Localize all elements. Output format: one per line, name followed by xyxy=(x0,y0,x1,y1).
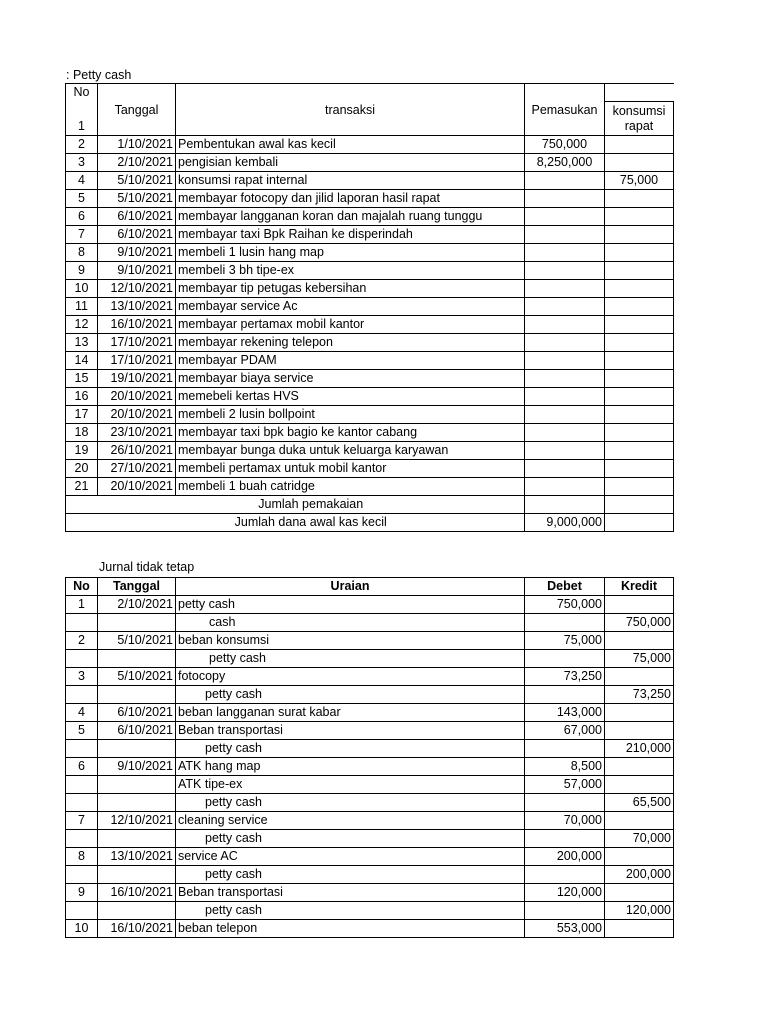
row-date xyxy=(98,830,176,848)
row-description: membeli 2 lusin bollpoint xyxy=(176,406,525,424)
row-description: Pembentukan awal kas kecil xyxy=(176,136,525,154)
row-debet: 143,000 xyxy=(525,704,605,722)
table-row xyxy=(66,650,674,668)
jumlah-dana-value: 9,000,000 xyxy=(525,514,605,532)
row-uraian: petty cash xyxy=(176,740,525,758)
row-konsumsi xyxy=(605,370,674,388)
row-konsumsi xyxy=(605,388,674,406)
row-debet: 70,000 xyxy=(525,812,605,830)
summary-no-blank xyxy=(66,514,98,532)
row-no: 7 xyxy=(66,226,98,244)
row-debet: 67,000 xyxy=(525,722,605,740)
row-pemasukan: 8,250,000 xyxy=(525,154,605,172)
row-date: 13/10/2021 xyxy=(98,848,176,866)
row-pemasukan xyxy=(525,388,605,406)
row-no: 2 xyxy=(66,632,98,650)
row-kredit xyxy=(605,632,674,650)
row-description: membeli 1 lusin hang map xyxy=(176,244,525,262)
row-date: 20/10/2021 xyxy=(98,406,176,424)
row-konsumsi xyxy=(605,406,674,424)
row-uraian: cleaning service xyxy=(176,812,525,830)
header-konsumsi: konsumsi rapat xyxy=(605,101,674,136)
row-description: konsumsi rapat internal xyxy=(176,172,525,190)
row-no: 5 xyxy=(66,722,98,740)
row-pemasukan xyxy=(525,190,605,208)
header-transaksi: transaksi xyxy=(176,84,525,136)
row-debet xyxy=(525,686,605,704)
row-no: 7 xyxy=(66,812,98,830)
row-konsumsi xyxy=(605,136,674,154)
row-date: 6/10/2021 xyxy=(98,208,176,226)
row-no xyxy=(66,614,98,632)
row-uraian: ATK hang map xyxy=(176,758,525,776)
table-row xyxy=(66,722,674,740)
row-no: 15 xyxy=(66,370,98,388)
row-debet xyxy=(525,866,605,884)
row-pemasukan xyxy=(525,424,605,442)
row-uraian: petty cash xyxy=(176,902,525,920)
table-row xyxy=(66,262,674,280)
row-date: 5/10/2021 xyxy=(98,632,176,650)
row-konsumsi xyxy=(605,226,674,244)
journal-header-uraian: Uraian xyxy=(176,578,525,596)
row-debet: 553,000 xyxy=(525,920,605,938)
row-uraian: petty cash xyxy=(176,650,525,668)
row-uraian: beban telepon xyxy=(176,920,525,938)
header-no: No xyxy=(66,84,98,102)
row-uraian: petty cash xyxy=(176,866,525,884)
row-kredit: 120,000 xyxy=(605,902,674,920)
row-pemasukan xyxy=(525,460,605,478)
row-pemasukan xyxy=(525,172,605,190)
row-konsumsi xyxy=(605,478,674,496)
row-pemasukan xyxy=(525,316,605,334)
petty-cash-table xyxy=(65,83,674,532)
summary-row xyxy=(66,496,674,514)
row-debet xyxy=(525,902,605,920)
row-date xyxy=(98,650,176,668)
row-no: 4 xyxy=(66,172,98,190)
row-konsumsi xyxy=(605,280,674,298)
row-date: 20/10/2021 xyxy=(98,388,176,406)
table-row xyxy=(66,596,674,614)
row-konsumsi xyxy=(605,442,674,460)
table-row xyxy=(66,632,674,650)
row-no xyxy=(66,794,98,812)
table-row xyxy=(66,866,674,884)
table-row xyxy=(66,794,674,812)
jumlah-pemakaian-label: Jumlah pemakaian xyxy=(98,496,525,514)
table-row xyxy=(66,758,674,776)
row-uraian: beban langganan surat kabar xyxy=(176,704,525,722)
row-date xyxy=(98,866,176,884)
row-pemasukan xyxy=(525,244,605,262)
table-row xyxy=(66,370,674,388)
row-no: 10 xyxy=(66,920,98,938)
row-konsumsi xyxy=(605,244,674,262)
row-debet: 73,250 xyxy=(525,668,605,686)
row-date: 27/10/2021 xyxy=(98,460,176,478)
row-date xyxy=(98,614,176,632)
table-row xyxy=(66,388,674,406)
row-no: 8 xyxy=(66,848,98,866)
row-description: membeli 1 buah catridge xyxy=(176,478,525,496)
row-pemasukan xyxy=(525,370,605,388)
row-no: 2 xyxy=(66,136,98,154)
row-pemasukan xyxy=(525,298,605,316)
row-kredit xyxy=(605,758,674,776)
table-row xyxy=(66,704,674,722)
row-kredit: 75,000 xyxy=(605,650,674,668)
table-row xyxy=(66,686,674,704)
row-date: 9/10/2021 xyxy=(98,244,176,262)
table-row xyxy=(66,424,674,442)
row-konsumsi xyxy=(605,298,674,316)
row-no xyxy=(66,740,98,758)
row-date: 1/10/2021 xyxy=(98,136,176,154)
row-date: 16/10/2021 xyxy=(98,884,176,902)
row-kredit xyxy=(605,776,674,794)
row-debet xyxy=(525,740,605,758)
row-no xyxy=(66,686,98,704)
row-no: 17 xyxy=(66,406,98,424)
jumlah-dana-konsumsi xyxy=(605,514,674,532)
table-row xyxy=(66,884,674,902)
row-no: 21 xyxy=(66,478,98,496)
table-row xyxy=(66,208,674,226)
table-row xyxy=(66,352,674,370)
row-pemasukan: 750,000 xyxy=(525,136,605,154)
row-description: membayar PDAM xyxy=(176,352,525,370)
row-pemasukan xyxy=(525,442,605,460)
row-kredit: 70,000 xyxy=(605,830,674,848)
row-pemasukan xyxy=(525,208,605,226)
row-debet xyxy=(525,830,605,848)
row-date xyxy=(98,686,176,704)
table-row xyxy=(66,334,674,352)
row-kredit xyxy=(605,722,674,740)
row-kredit xyxy=(605,596,674,614)
table-row xyxy=(66,406,674,424)
row-no xyxy=(66,650,98,668)
table-row xyxy=(66,812,674,830)
row-kredit: 200,000 xyxy=(605,866,674,884)
row-description: membayar biaya service xyxy=(176,370,525,388)
jumlah-pemakaian-konsumsi xyxy=(605,496,674,514)
table-row xyxy=(66,190,674,208)
jumlah-dana-label: Jumlah dana awal kas kecil xyxy=(98,514,525,532)
row-uraian: cash xyxy=(176,614,525,632)
jumlah-pemakaian-value xyxy=(525,496,605,514)
row-pemasukan xyxy=(525,406,605,424)
row-description: membayar langganan koran dan majalah ruang tunggu xyxy=(176,208,525,226)
row-date: 23/10/2021 xyxy=(98,424,176,442)
row-debet: 750,000 xyxy=(525,596,605,614)
row-date: 2/10/2021 xyxy=(98,154,176,172)
table-row xyxy=(66,478,674,496)
table-row xyxy=(66,172,674,190)
row-debet: 200,000 xyxy=(525,848,605,866)
table-row xyxy=(66,280,674,298)
row-description: membeli 3 bh tipe-ex xyxy=(176,262,525,280)
row-description: membayar rekening telepon xyxy=(176,334,525,352)
row-date: 2/10/2021 xyxy=(98,596,176,614)
table-row xyxy=(66,830,674,848)
row-uraian: fotocopy xyxy=(176,668,525,686)
row-no: 3 xyxy=(66,668,98,686)
header-no-gap xyxy=(66,101,98,118)
row-uraian: petty cash xyxy=(176,794,525,812)
row-description: membayar pertamax mobil kantor xyxy=(176,316,525,334)
row-pemasukan xyxy=(525,226,605,244)
row-date: 17/10/2021 xyxy=(98,334,176,352)
row-no: 4 xyxy=(66,704,98,722)
row-konsumsi xyxy=(605,154,674,172)
journal-table xyxy=(65,577,674,938)
row-debet: 120,000 xyxy=(525,884,605,902)
row-date: 6/10/2021 xyxy=(98,226,176,244)
row-kredit xyxy=(605,668,674,686)
table-row xyxy=(66,316,674,334)
table-row xyxy=(66,614,674,632)
row-debet xyxy=(525,614,605,632)
row-date: 5/10/2021 xyxy=(98,190,176,208)
row-date: 16/10/2021 xyxy=(98,316,176,334)
row-date: 19/10/2021 xyxy=(98,370,176,388)
summary-row xyxy=(66,514,674,532)
row-description: membayar service Ac xyxy=(176,298,525,316)
row-description: membeli pertamax untuk mobil kantor xyxy=(176,460,525,478)
row-no: 8 xyxy=(66,244,98,262)
row-kredit: 210,000 xyxy=(605,740,674,758)
header-pemasukan: Pemasukan xyxy=(525,84,605,136)
row-konsumsi xyxy=(605,190,674,208)
row-pemasukan xyxy=(525,262,605,280)
row-konsumsi xyxy=(605,460,674,478)
table-row xyxy=(66,460,674,478)
row-kredit: 750,000 xyxy=(605,614,674,632)
row-no xyxy=(66,830,98,848)
row-uraian: petty cash xyxy=(176,830,525,848)
row-description: membayar taxi bpk bagio ke kantor cabang xyxy=(176,424,525,442)
row-kredit: 65,500 xyxy=(605,794,674,812)
row-date: 20/10/2021 xyxy=(98,478,176,496)
row-kredit: 73,250 xyxy=(605,686,674,704)
table-row xyxy=(66,136,674,154)
row-date xyxy=(98,794,176,812)
row-no: 13 xyxy=(66,334,98,352)
row-debet xyxy=(525,650,605,668)
row-konsumsi xyxy=(605,352,674,370)
row-debet: 57,000 xyxy=(525,776,605,794)
row-description: membayar taxi Bpk Raihan ke disperindah xyxy=(176,226,525,244)
row-kredit xyxy=(605,704,674,722)
row-no: 20 xyxy=(66,460,98,478)
row-konsumsi xyxy=(605,208,674,226)
table-row xyxy=(66,848,674,866)
row-no xyxy=(66,866,98,884)
row-no: 9 xyxy=(66,262,98,280)
row-konsumsi: 75,000 xyxy=(605,172,674,190)
table-row xyxy=(66,740,674,758)
row-no xyxy=(66,776,98,794)
row-no xyxy=(66,902,98,920)
row-uraian: service AC xyxy=(176,848,525,866)
row-kredit xyxy=(605,812,674,830)
row-pemasukan xyxy=(525,352,605,370)
row-description: membayar fotocopy dan jilid laporan hasil rapat xyxy=(176,190,525,208)
row-description: membayar tip petugas kebersihan xyxy=(176,280,525,298)
row-pemasukan xyxy=(525,334,605,352)
row-konsumsi xyxy=(605,316,674,334)
row-no: 3 xyxy=(66,154,98,172)
row-description: membayar bunga duka untuk keluarga karyawan xyxy=(176,442,525,460)
row-date: 6/10/2021 xyxy=(98,722,176,740)
row-uraian: Beban transportasi xyxy=(176,884,525,902)
table-row xyxy=(66,226,674,244)
row-kredit xyxy=(605,920,674,938)
journal-title: Jurnal tidak tetap xyxy=(99,560,195,574)
summary-no-blank xyxy=(66,496,98,514)
row-date: 26/10/2021 xyxy=(98,442,176,460)
header-no-sub: 1 xyxy=(66,118,98,136)
table-row xyxy=(66,776,674,794)
row-date xyxy=(98,902,176,920)
row-no: 9 xyxy=(66,884,98,902)
row-no: 19 xyxy=(66,442,98,460)
row-uraian: ATK tipe-ex xyxy=(176,776,525,794)
row-no: 6 xyxy=(66,208,98,226)
row-no: 16 xyxy=(66,388,98,406)
row-no: 1 xyxy=(66,596,98,614)
row-kredit xyxy=(605,848,674,866)
journal-header-kredit: Kredit xyxy=(605,578,674,596)
row-date: 12/10/2021 xyxy=(98,280,176,298)
journal-header-tanggal: Tanggal xyxy=(98,578,176,596)
row-no: 10 xyxy=(66,280,98,298)
row-date: 17/10/2021 xyxy=(98,352,176,370)
row-pemasukan xyxy=(525,280,605,298)
row-date xyxy=(98,740,176,758)
row-no: 18 xyxy=(66,424,98,442)
journal-header-no: No xyxy=(66,578,98,596)
row-kredit xyxy=(605,884,674,902)
row-date: 13/10/2021 xyxy=(98,298,176,316)
row-date: 12/10/2021 xyxy=(98,812,176,830)
table-row xyxy=(66,298,674,316)
row-date: 16/10/2021 xyxy=(98,920,176,938)
row-uraian: petty cash xyxy=(176,596,525,614)
row-date: 9/10/2021 xyxy=(98,262,176,280)
row-debet xyxy=(525,794,605,812)
table-row xyxy=(66,154,674,172)
row-no: 14 xyxy=(66,352,98,370)
row-description: memebeli kertas HVS xyxy=(176,388,525,406)
row-uraian: Beban transportasi xyxy=(176,722,525,740)
table-row xyxy=(66,668,674,686)
row-date: 5/10/2021 xyxy=(98,668,176,686)
row-uraian: beban konsumsi xyxy=(176,632,525,650)
row-date: 9/10/2021 xyxy=(98,758,176,776)
table-row xyxy=(66,920,674,938)
table-row xyxy=(66,244,674,262)
row-debet: 8,500 xyxy=(525,758,605,776)
row-konsumsi xyxy=(605,262,674,280)
row-date xyxy=(98,776,176,794)
header-blank xyxy=(605,84,674,102)
table-row xyxy=(66,442,674,460)
row-description: pengisian kembali xyxy=(176,154,525,172)
row-no: 6 xyxy=(66,758,98,776)
row-date: 6/10/2021 xyxy=(98,704,176,722)
journal-header-debet: Debet xyxy=(525,578,605,596)
row-debet: 75,000 xyxy=(525,632,605,650)
row-konsumsi xyxy=(605,424,674,442)
row-no: 5 xyxy=(66,190,98,208)
header-tanggal: Tanggal xyxy=(98,84,176,136)
row-uraian: petty cash xyxy=(176,686,525,704)
table-row xyxy=(66,902,674,920)
petty-cash-title: : Petty cash xyxy=(66,68,132,82)
row-no: 11 xyxy=(66,298,98,316)
row-konsumsi xyxy=(605,334,674,352)
row-pemasukan xyxy=(525,478,605,496)
row-no: 12 xyxy=(66,316,98,334)
row-date: 5/10/2021 xyxy=(98,172,176,190)
